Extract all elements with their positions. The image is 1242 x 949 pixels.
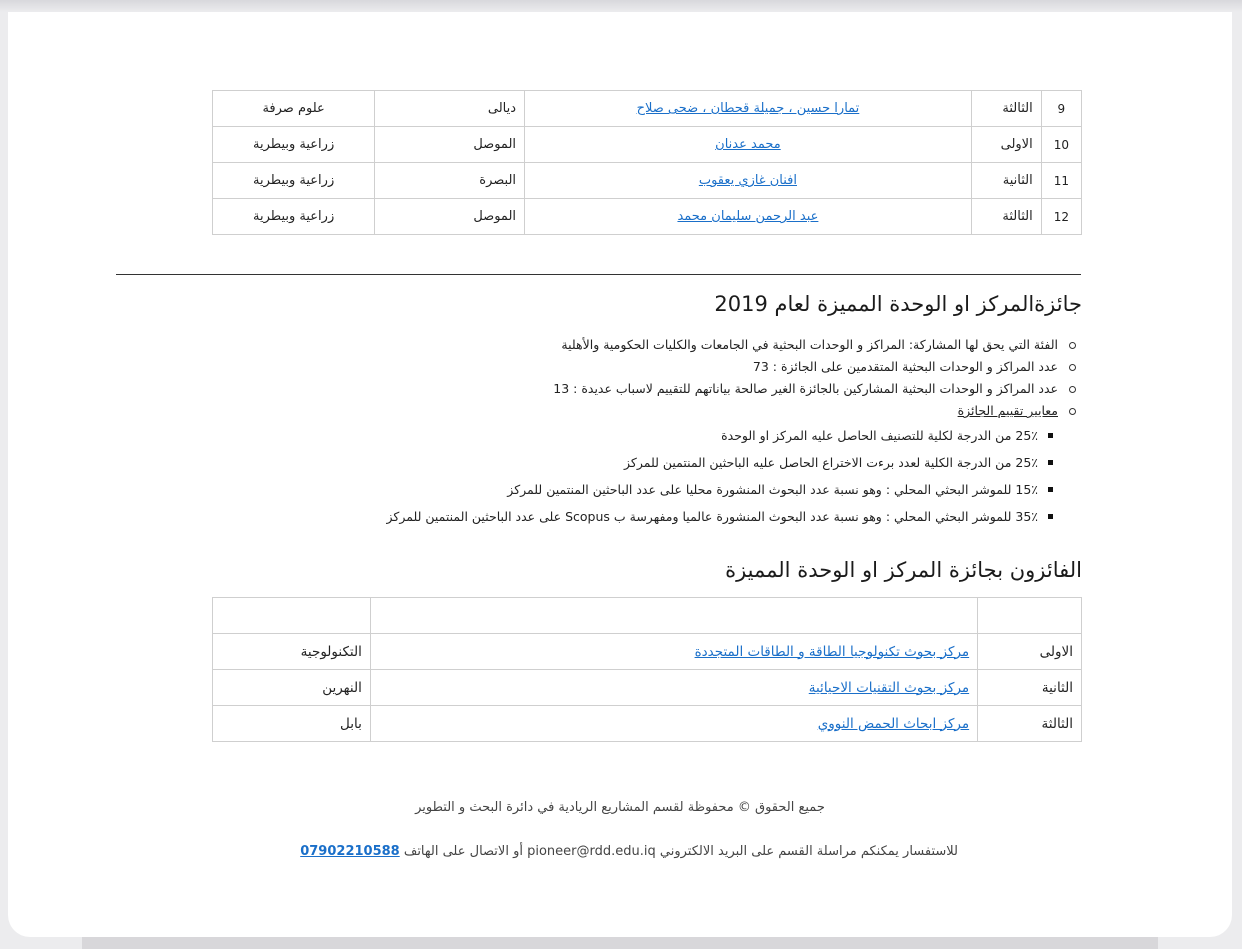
names-cell [525,91,972,127]
field-cell: زراعية وبيطرية [213,127,375,163]
criteria-heading: معايير تقييم الجائزة [957,403,1058,418]
names-link[interactable]: افنان غازي يعقوب [698,173,797,188]
center-link[interactable]: مركز بحوث تكنولوجيا الطاقة و الطاقات المتجددة [694,643,970,660]
page-content [8,12,1232,937]
names-link[interactable]: محمد عدنان [715,137,781,152]
names-cell [525,127,972,163]
square-bullet-icon [1048,460,1053,465]
table-row [213,199,1082,235]
list-item-text: عدد المراكز و الوحدات البحثية المتقدمين على الجائزة : 73 [752,359,1058,374]
circle-bullet-icon [1069,386,1076,393]
names-cell [525,163,972,199]
city-cell: ديالى [375,91,525,127]
section-title-2019: جائزةالمركز او الوحدة المميزة لعام 2019 [714,292,1082,316]
criteria-item [122,449,1082,476]
rank-cell: الثالثة [971,91,1041,127]
square-bullet-icon [1048,433,1053,438]
table-row [213,127,1082,163]
page-top-shadow [0,0,1242,12]
names-link[interactable]: تمارا حسين ، جميلة قحطان ، ضحى صلاح [636,101,860,116]
rank-cell: الاولى [971,127,1041,163]
field-cell: زراعية وبيطرية [213,199,375,235]
contact-line [300,844,958,859]
list-item-text: الفئة التي يحق لها المشاركة: المراكز و الوحدات البحثية في الجامعات والكليات الحكومية والأهلية [561,337,1058,352]
table-row [213,91,1082,127]
criteria-text: 25٪ من الدرجة لكلية للتصنيف الحاصل عليه المركز او الوحدة [721,428,1038,443]
table-row [213,670,1082,706]
criteria-text: 25٪ من الدرجة الكلية لعدد برءت الاختراع الحاصل عليه الباحثين المنتمين للمركز [623,455,1038,470]
document-page [8,12,1232,937]
list-item-text: عدد المراكز و الوحدات البحثية المشاركين بالجائزة الغير صالحة بياناتهم للتقييم لاسباب عديدة : 13 [553,381,1058,396]
list-item [122,400,1082,422]
row-number: 9 [1041,91,1081,127]
circle-bullet-icon [1069,408,1076,415]
center-link[interactable]: مركز بحوث التقنيات الاحيائية [808,679,970,696]
rank-cell: الثالثة [978,706,1082,742]
section-divider [116,274,1081,275]
criteria-item [122,422,1082,449]
city-cell: الموصل [375,199,525,235]
copyright-text: جميع الحقوق © محفوظة لقسم المشاريع الريادية في دائرة البحث و التطوير [415,800,825,815]
table-row [213,706,1082,742]
circle-bullet-icon [1069,342,1076,349]
square-bullet-icon [1048,514,1053,519]
row-number: 11 [1041,163,1081,199]
center-link[interactable]: مركز ابحاث الحمض النووي [817,715,970,732]
field-cell: زراعية وبيطرية [213,163,375,199]
winners-table [212,597,1082,742]
center-cell [370,706,977,742]
empty-cell [213,598,371,634]
criteria-item [122,476,1082,503]
center-cell [370,634,977,670]
list-item [122,378,1082,400]
empty-cell [978,598,1082,634]
university-cell: النهرين [213,670,371,706]
row-number: 10 [1041,127,1081,163]
city-cell: الموصل [375,127,525,163]
row-number: 12 [1041,199,1081,235]
names-cell [525,199,972,235]
table-row [213,163,1082,199]
criteria-item [122,503,1082,530]
rank-cell: الثانية [971,163,1041,199]
university-cell: بابل [213,706,371,742]
city-cell: البصرة [375,163,525,199]
rank-cell: الثانية [978,670,1082,706]
contact-text: للاستفسار يمكنكم مراسلة القسم على البريد الالكتروني pioneer@rdd.edu.iq أو الاتصال على الهاتف [403,844,958,859]
criteria-text: 15٪ للموشر البحثي المحلي : وهو نسبة عدد البحوث المنشورة محليا على عدد الباحثين المنتمين للمركز [507,482,1038,497]
table-row [213,634,1082,670]
criteria-text: 35٪ للموشر البحثي المحلي : وهو نسبة عدد البحوث المنشورة عالميا ومفهرسة ب Scopus على عدد الباحثين المنتمين للمركز [386,509,1038,524]
rank-cell: الاولى [978,634,1082,670]
university-cell: التكنولوجية [213,634,371,670]
field-cell: علوم صرفة [213,91,375,127]
center-cell [370,670,977,706]
participants-table [212,90,1082,235]
winners-title: الفائزون بجائزة المركز او الوحدة المميزة [725,558,1082,582]
list-item [122,356,1082,378]
award-info-list [122,334,1082,530]
phone-link[interactable]: 07902210588 [300,844,400,859]
empty-cell [370,598,977,634]
square-bullet-icon [1048,487,1053,492]
rank-cell: الثالثة [971,199,1041,235]
list-item [122,334,1082,356]
table-header-row [213,598,1082,634]
names-link[interactable]: عبد الرحمن سليمان محمد [677,209,819,224]
circle-bullet-icon [1069,364,1076,371]
